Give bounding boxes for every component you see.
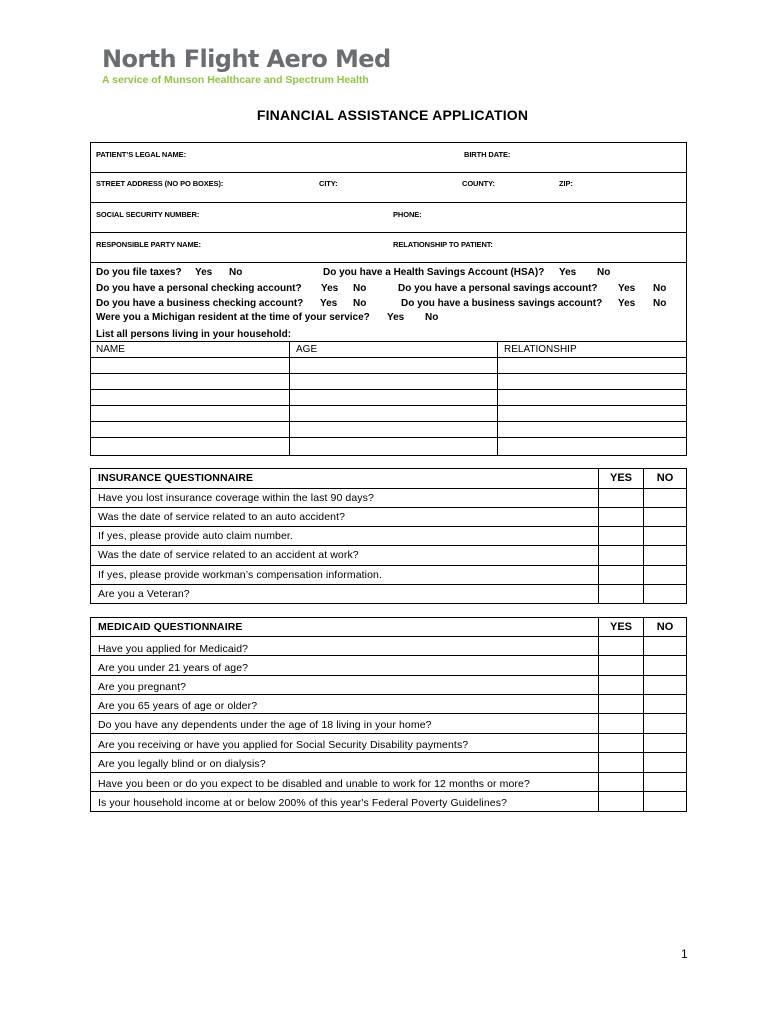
zip-label: ZIP: [559, 179, 573, 188]
business-savings-no[interactable]: No [653, 298, 667, 309]
medicaid-question-row[interactable] [91, 695, 686, 714]
street-address-label: STREET ADDRESS (NO PO BOXES): [96, 179, 224, 188]
medicaid-question: Are you pregnant? [98, 681, 187, 693]
logo-subtitle: A service of Munson Healthcare and Spectrum Health [102, 74, 369, 86]
info-row-name [91, 143, 686, 173]
hsa-yes[interactable]: Yes [559, 267, 577, 278]
page-number: 1 [681, 947, 688, 961]
medicaid-question: Are you under 21 years of age? [98, 662, 249, 674]
file-taxes-yes[interactable]: Yes [195, 267, 213, 278]
patient-info-section [90, 142, 687, 456]
household-header-row [91, 341, 686, 342]
relationship-to-patient-label: RELATIONSHIP TO PATIENT: [393, 240, 493, 249]
hsa-no[interactable]: No [597, 267, 611, 278]
insurance-question: If yes, please provide workman’s compensation information. [98, 569, 382, 581]
medicaid-questionnaire [90, 617, 687, 812]
logo [102, 45, 391, 86]
insurance-header-row [91, 469, 686, 489]
file-taxes-question: Do you file taxes? [96, 267, 182, 278]
medicaid-question-row[interactable] [91, 676, 686, 695]
medicaid-header-row [91, 618, 686, 637]
business-checking-no[interactable]: No [353, 298, 367, 309]
household-row[interactable] [91, 437, 686, 438]
michigan-resident-yes[interactable]: Yes [387, 312, 405, 323]
medicaid-question: Are you receiving or have you applied for Social Security Disability payments? [98, 739, 469, 751]
household-row[interactable] [91, 405, 686, 406]
personal-checking-yes[interactable]: Yes [321, 283, 339, 294]
medicaid-question-row[interactable] [91, 792, 686, 812]
medicaid-question: Is your household income at or below 200% of this year's Federal Poverty Guidelines? [98, 797, 508, 809]
responsible-party-label: RESPONSIBLE PARTY NAME: [96, 240, 201, 249]
insurance-question-row[interactable] [91, 566, 686, 585]
medicaid-question-row[interactable] [91, 656, 686, 676]
medicaid-question: Have you been or do you expect to be disabled and unable to work for 12 months or more? [98, 778, 530, 790]
info-row-address [91, 173, 686, 203]
personal-checking-question: Do you have a personal checking account? [96, 283, 302, 294]
medicaid-question: Are you legally blind or on dialysis? [98, 758, 266, 770]
file-taxes-no[interactable]: No [229, 267, 243, 278]
insurance-question-row[interactable] [91, 527, 686, 546]
insurance-question: Have you lost insurance coverage within the last 90 days? [98, 492, 374, 504]
personal-savings-question: Do you have a personal savings account? [398, 283, 598, 294]
michigan-resident-question: Were you a Michigan resident at the time of your service? [96, 312, 370, 323]
household-divider [289, 341, 290, 455]
insurance-question-row[interactable] [91, 585, 686, 604]
logo-title: North Flight Aero Med [102, 45, 391, 73]
info-row-ssn [91, 203, 686, 233]
insurance-question: If yes, please provide auto claim number. [98, 530, 293, 542]
medicaid-question-row[interactable] [91, 734, 686, 753]
legal-name-label: PATIENT’S LEGAL NAME: [96, 150, 186, 159]
insurance-yes-header: YES [609, 472, 632, 484]
business-savings-question: Do you have a business savings account? [401, 298, 603, 309]
household-row[interactable] [91, 357, 686, 358]
insurance-question: Was the date of service related to an auto accident? [98, 511, 346, 523]
medicaid-question-row[interactable] [91, 714, 686, 734]
medicaid-question: Are you 65 years of age or older? [98, 700, 258, 712]
birth-date-label: BIRTH DATE: [464, 150, 511, 159]
insurance-question: Are you a Veteran? [98, 588, 190, 600]
household-divider [497, 341, 498, 455]
michigan-resident-no[interactable]: No [425, 312, 439, 323]
business-checking-question: Do you have a business checking account? [96, 298, 304, 309]
hsa-question: Do you have a Health Savings Account (HSA)? [323, 267, 545, 278]
document-title: FINANCIAL ASSISTANCE APPLICATION [256, 107, 529, 123]
household-row[interactable] [91, 373, 686, 374]
info-row-responsible [91, 233, 686, 263]
ssn-label: SOCIAL SECURITY NUMBER: [96, 210, 200, 219]
medicaid-title: MEDICAID QUESTIONNAIRE [98, 621, 243, 633]
medicaid-no-header: NO [656, 621, 674, 633]
business-checking-yes[interactable]: Yes [320, 298, 338, 309]
household-col-name: NAME [96, 344, 125, 355]
insurance-question-row[interactable] [91, 489, 686, 508]
household-row[interactable] [91, 389, 686, 390]
insurance-no-header: NO [656, 472, 674, 484]
personal-savings-yes[interactable]: Yes [618, 283, 636, 294]
insurance-question-row[interactable] [91, 546, 686, 566]
county-label: COUNTY: [462, 179, 495, 188]
medicaid-question-row[interactable] [91, 773, 686, 792]
household-label: List all persons living in your household: [96, 329, 292, 340]
insurance-title: INSURANCE QUESTIONNAIRE [98, 472, 254, 484]
insurance-question-row[interactable] [91, 508, 686, 527]
phone-label: PHONE: [393, 210, 422, 219]
city-label: CITY: [319, 179, 338, 188]
household-col-relationship: RELATIONSHIP [504, 344, 577, 355]
medicaid-question-row[interactable] [91, 637, 686, 656]
household-row[interactable] [91, 421, 686, 422]
personal-savings-no[interactable]: No [653, 283, 667, 294]
business-savings-yes[interactable]: Yes [618, 298, 636, 309]
personal-checking-no[interactable]: No [353, 283, 367, 294]
medicaid-yes-header: YES [609, 621, 632, 633]
medicaid-question-row[interactable] [91, 753, 686, 773]
medicaid-question: Do you have any dependents under the age of 18 living in your home? [98, 719, 432, 731]
insurance-questionnaire [90, 468, 687, 604]
insurance-question: Was the date of service related to an accident at work? [98, 549, 359, 561]
household-col-age: AGE [296, 344, 318, 355]
medicaid-question: Have you applied for Medicaid? [98, 643, 249, 655]
